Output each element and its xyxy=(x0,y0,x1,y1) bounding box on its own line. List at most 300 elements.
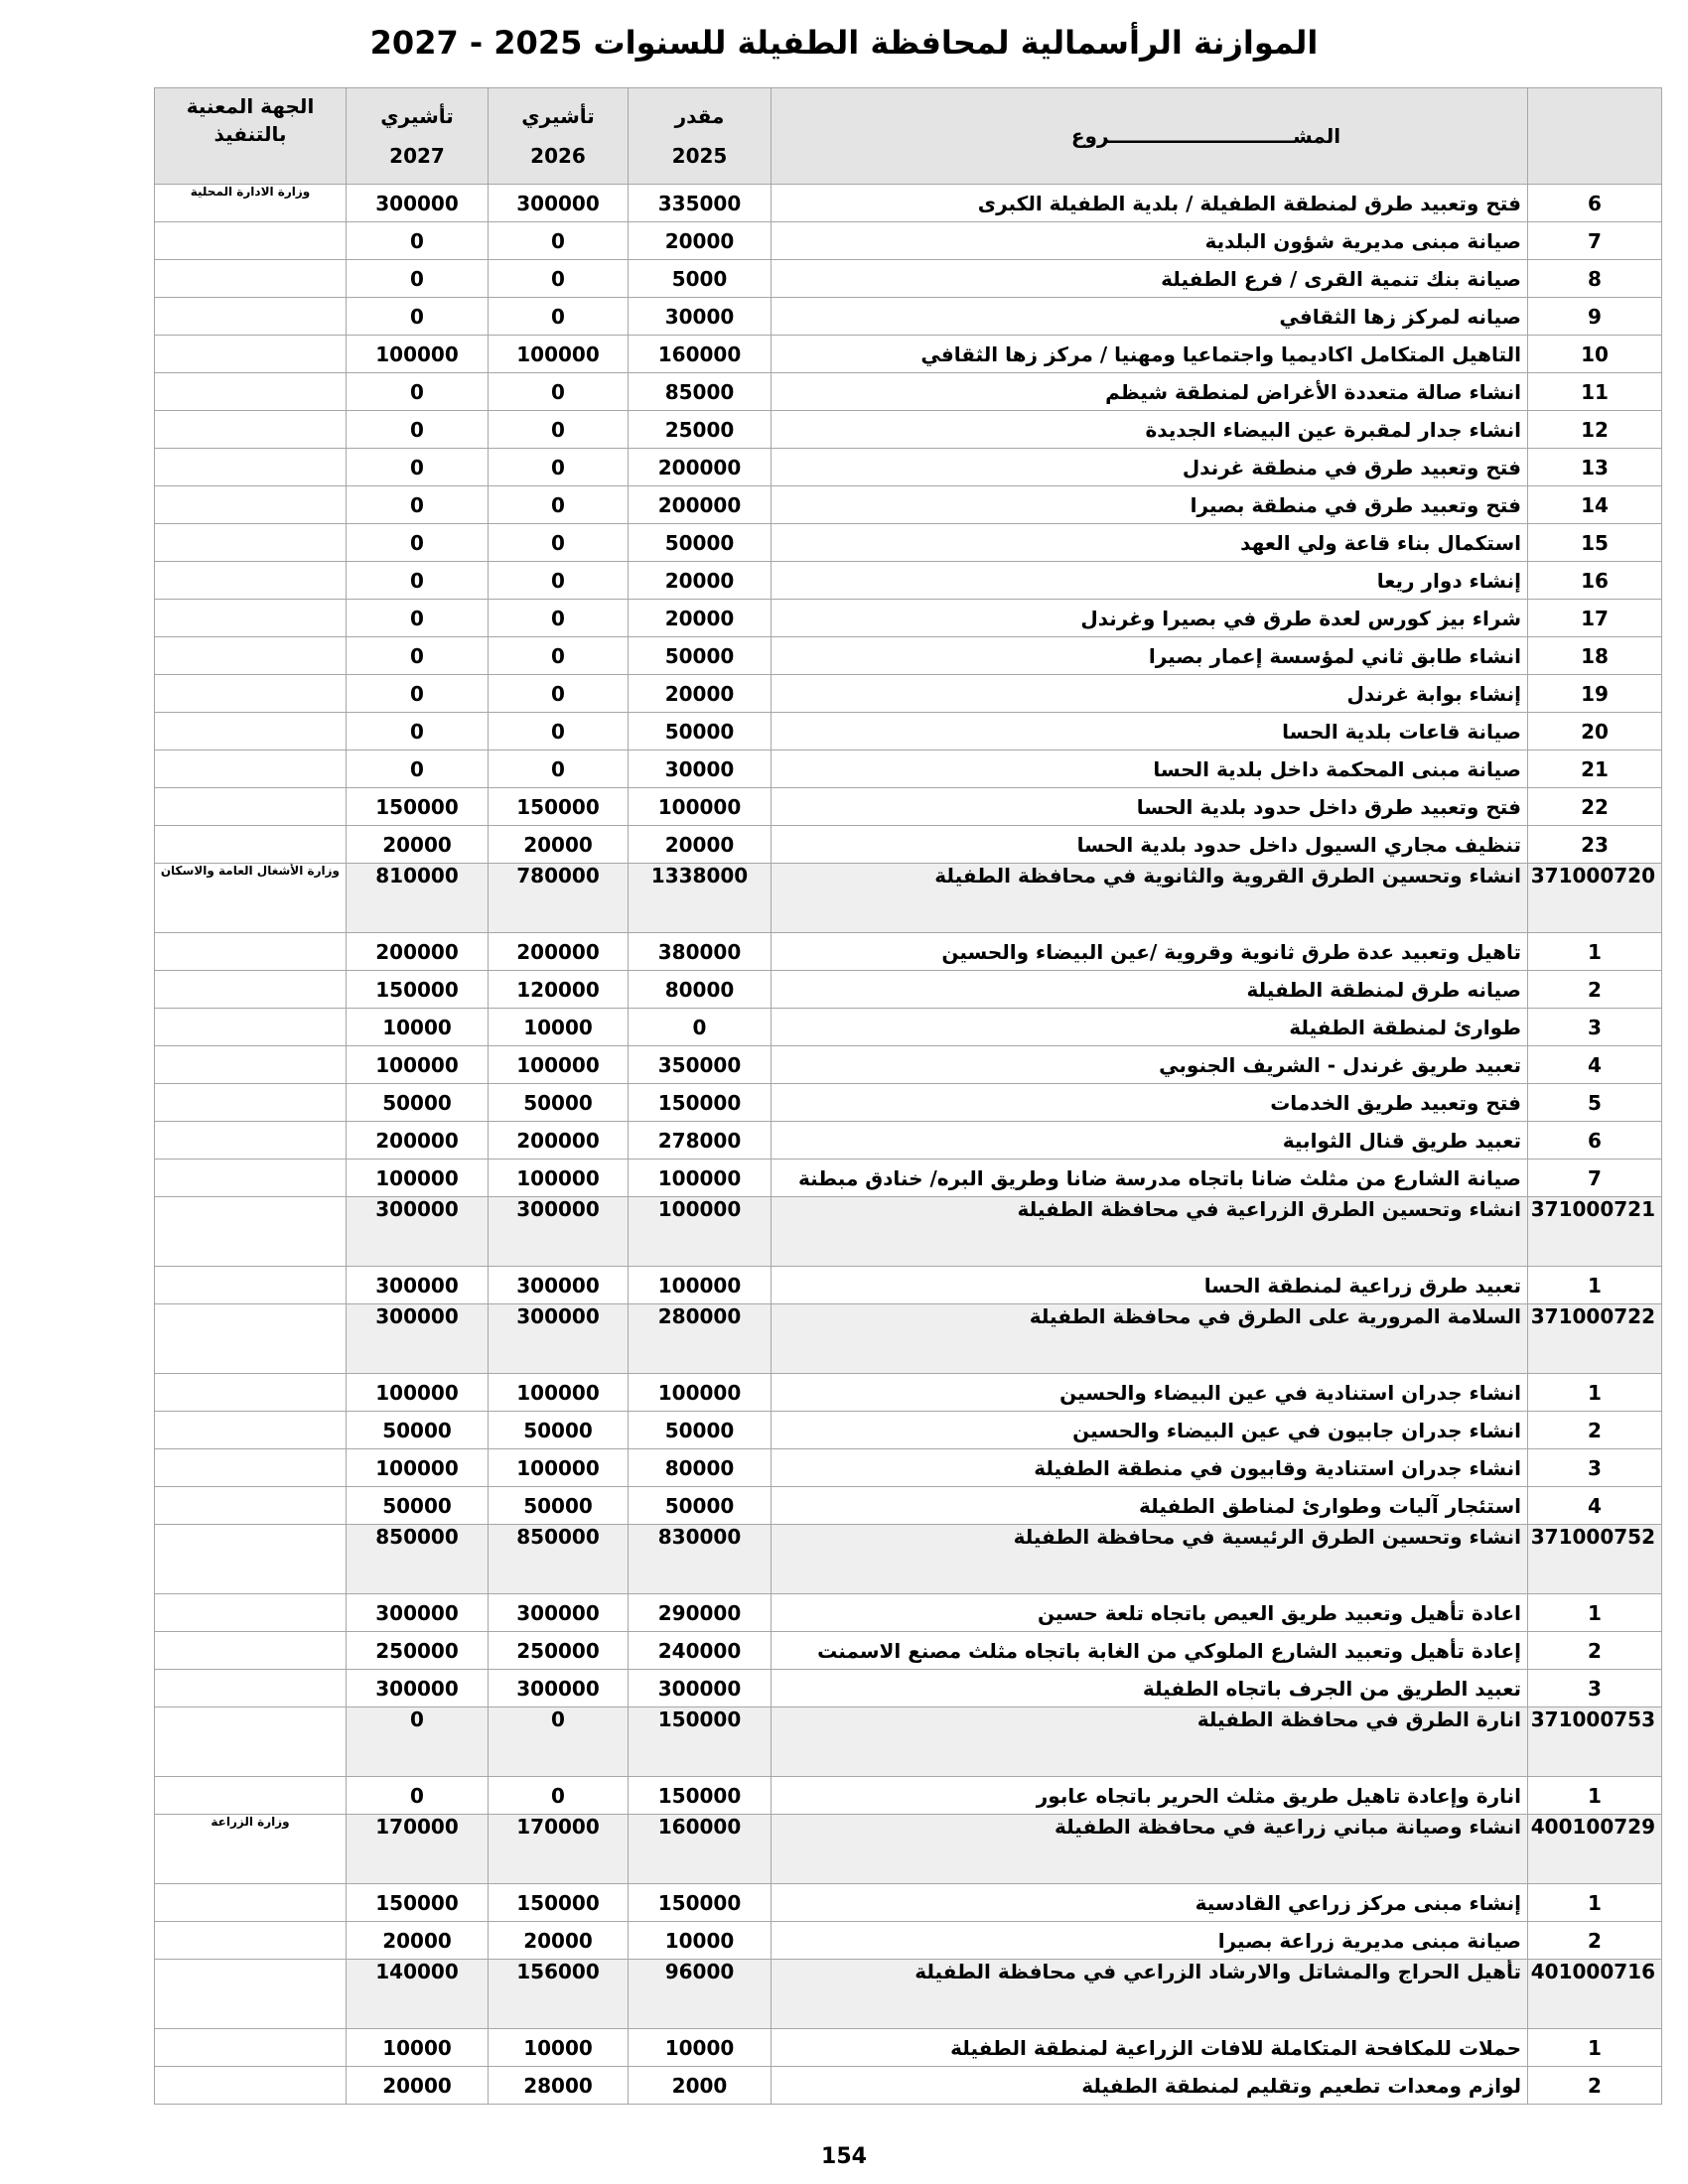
table-row xyxy=(155,1632,1662,1670)
project-name: إنشاء بوابة غرندل xyxy=(772,675,1528,713)
project-name: اعادة تأهيل وتعبيد طريق العيص باتجاه تلعة حسين xyxy=(772,1594,1528,1632)
value-2025: 96000 xyxy=(629,1960,772,2029)
value-2025: 80000 xyxy=(629,971,772,1009)
value-2027: 50000 xyxy=(347,1412,489,1449)
budget-table xyxy=(154,87,1662,2105)
project-name: صيانة مبنى المحكمة داخل بلدية الحسا xyxy=(772,751,1528,788)
row-number: 5 xyxy=(1528,1084,1662,1122)
value-2026: 0 xyxy=(489,298,629,336)
value-2025: 80000 xyxy=(629,1449,772,1487)
value-2027: 0 xyxy=(347,751,489,788)
row-number: 22 xyxy=(1528,788,1662,826)
value-2025: 100000 xyxy=(629,1267,772,1304)
value-2027: 20000 xyxy=(347,2067,489,2105)
table-row xyxy=(155,562,1662,600)
program-row xyxy=(155,1304,1662,1374)
value-2025: 85000 xyxy=(629,373,772,411)
table-row xyxy=(155,185,1662,222)
value-2025: 2000 xyxy=(629,2067,772,2105)
table-row xyxy=(155,1122,1662,1160)
value-2025: 280000 xyxy=(629,1304,772,1374)
value-2027: 150000 xyxy=(347,971,489,1009)
agency-cell xyxy=(155,971,347,1009)
value-2026: 100000 xyxy=(489,1160,629,1197)
value-2027: 0 xyxy=(347,1777,489,1815)
project-name: إعادة تأهيل وتعبيد الشارع الملوكي من الغابة باتجاه مثلث مصنع الاسمنت xyxy=(772,1632,1528,1670)
value-2026: 150000 xyxy=(489,788,629,826)
value-2027: 100000 xyxy=(347,1046,489,1084)
agency-cell xyxy=(155,411,347,449)
header-number xyxy=(1528,88,1662,185)
project-name: انشاء جدران استنادية في عين البيضاء والحسين xyxy=(772,1374,1528,1412)
agency-cell xyxy=(155,1046,347,1084)
table-row xyxy=(155,524,1662,562)
project-name: تعبيد طريق غرندل - الشريف الجنوبي xyxy=(772,1046,1528,1084)
agency-cell xyxy=(155,1884,347,1922)
project-name: تاهيل وتعبيد عدة طرق ثانوية وقروية /عين البيضاء والحسين xyxy=(772,933,1528,971)
value-2026: 0 xyxy=(489,675,629,713)
project-name: انارة الطرق في محافظة الطفيلة xyxy=(772,1707,1528,1777)
value-2025: 20000 xyxy=(629,826,772,864)
project-name: حملات للمكافحة المتكاملة للافات الزراعية لمنطقة الطفيلة xyxy=(772,2029,1528,2067)
value-2026: 300000 xyxy=(489,1304,629,1374)
value-2026: 170000 xyxy=(489,1815,629,1884)
value-2025: 278000 xyxy=(629,1122,772,1160)
value-2025: 5000 xyxy=(629,260,772,298)
row-number: 6 xyxy=(1528,185,1662,222)
table-row xyxy=(155,2029,1662,2067)
value-2026: 28000 xyxy=(489,2067,629,2105)
table-row xyxy=(155,298,1662,336)
value-2026: 50000 xyxy=(489,1412,629,1449)
project-name: شراء بيز كورس لعدة طرق في بصيرا وغرندل xyxy=(772,600,1528,637)
agency-cell xyxy=(155,260,347,298)
value-2027: 850000 xyxy=(347,1525,489,1594)
table-row xyxy=(155,1594,1662,1632)
header-agency-line2: بالتنفيذ xyxy=(213,122,287,146)
table-row xyxy=(155,1670,1662,1707)
value-2025: 100000 xyxy=(629,1160,772,1197)
value-2025: 10000 xyxy=(629,1922,772,1960)
agency-cell xyxy=(155,713,347,751)
value-2027: 0 xyxy=(347,486,489,524)
project-name: فتح وتعبيد طرق في منطقة غرندل xyxy=(772,449,1528,486)
table-row xyxy=(155,1374,1662,1412)
row-number: 20 xyxy=(1528,713,1662,751)
row-number: 3 xyxy=(1528,1670,1662,1707)
value-2025: 20000 xyxy=(629,562,772,600)
project-name: انشاء صالة متعددة الأغراض لمنطقة شيظم xyxy=(772,373,1528,411)
value-2026: 0 xyxy=(489,751,629,788)
agency-cell xyxy=(155,1487,347,1525)
value-2027: 0 xyxy=(347,1707,489,1777)
value-2026: 100000 xyxy=(489,1374,629,1412)
row-number: 7 xyxy=(1528,222,1662,260)
value-2027: 300000 xyxy=(347,1670,489,1707)
value-2026: 200000 xyxy=(489,1122,629,1160)
value-2026: 0 xyxy=(489,562,629,600)
project-name: صيانة مبنى مديرية شؤون البلدية xyxy=(772,222,1528,260)
table-row xyxy=(155,751,1662,788)
value-2027: 150000 xyxy=(347,788,489,826)
value-2026: 0 xyxy=(489,600,629,637)
table-row xyxy=(155,2067,1662,2105)
project-name: التاهيل المتكامل اكاديميا واجتماعيا ومهنيا / مركز زها الثقافي xyxy=(772,336,1528,373)
table-row xyxy=(155,713,1662,751)
value-2027: 300000 xyxy=(347,1267,489,1304)
table-row xyxy=(155,600,1662,637)
row-number: 2 xyxy=(1528,2067,1662,2105)
value-2026: 250000 xyxy=(489,1632,629,1670)
table-row xyxy=(155,1449,1662,1487)
value-2025: 150000 xyxy=(629,1707,772,1777)
header-agency xyxy=(155,88,347,185)
row-number: 371000721 xyxy=(1528,1197,1662,1267)
row-number: 2 xyxy=(1528,1632,1662,1670)
value-2027: 100000 xyxy=(347,1374,489,1412)
program-row xyxy=(155,1707,1662,1777)
row-number: 1 xyxy=(1528,1374,1662,1412)
table-row xyxy=(155,637,1662,675)
row-number: 401000716 xyxy=(1528,1960,1662,2029)
table-row xyxy=(155,1777,1662,1815)
value-2027: 0 xyxy=(347,524,489,562)
agency-cell xyxy=(155,600,347,637)
value-2025: 20000 xyxy=(629,222,772,260)
project-name: صيانة بنك تنمية القرى / فرع الطفيلة xyxy=(772,260,1528,298)
value-2026: 300000 xyxy=(489,185,629,222)
row-number: 2 xyxy=(1528,1922,1662,1960)
value-2027: 150000 xyxy=(347,1884,489,1922)
value-2027: 810000 xyxy=(347,864,489,933)
table-row xyxy=(155,449,1662,486)
value-2025: 100000 xyxy=(629,1197,772,1267)
agency-cell xyxy=(155,1525,347,1594)
value-2026: 300000 xyxy=(489,1594,629,1632)
header-agency-line1: الجهة المعنية xyxy=(186,94,315,118)
value-2026: 780000 xyxy=(489,864,629,933)
value-2026: 300000 xyxy=(489,1670,629,1707)
header-2026-label: تأشيري xyxy=(521,104,595,128)
agency-cell xyxy=(155,1670,347,1707)
header-2025 xyxy=(629,88,772,185)
value-2025: 30000 xyxy=(629,298,772,336)
row-number: 6 xyxy=(1528,1122,1662,1160)
row-number: 7 xyxy=(1528,1160,1662,1197)
value-2025: 10000 xyxy=(629,2029,772,2067)
agency-cell xyxy=(155,1084,347,1122)
value-2025: 150000 xyxy=(629,1884,772,1922)
value-2027: 250000 xyxy=(347,1632,489,1670)
value-2026: 200000 xyxy=(489,933,629,971)
agency-cell xyxy=(155,1922,347,1960)
row-number: 9 xyxy=(1528,298,1662,336)
value-2027: 0 xyxy=(347,298,489,336)
row-number: 16 xyxy=(1528,562,1662,600)
value-2026: 20000 xyxy=(489,826,629,864)
value-2025: 160000 xyxy=(629,1815,772,1884)
value-2027: 300000 xyxy=(347,1197,489,1267)
agency-cell: وزارة الادارة المحلية xyxy=(155,185,347,222)
row-number: 2 xyxy=(1528,1412,1662,1449)
table-row xyxy=(155,1160,1662,1197)
value-2026: 150000 xyxy=(489,1884,629,1922)
value-2027: 0 xyxy=(347,637,489,675)
value-2025: 1338000 xyxy=(629,864,772,933)
project-name: فتح وتعبيد طرق لمنطقة الطفيلة / بلدية الطفيلة الكبرى xyxy=(772,185,1528,222)
row-number: 1 xyxy=(1528,1884,1662,1922)
program-row xyxy=(155,1960,1662,2029)
project-name: انشاء جدران استنادية وقابيون في منطقة الطفيلة xyxy=(772,1449,1528,1487)
project-name: السلامة المرورية على الطرق في محافظة الطفيلة xyxy=(772,1304,1528,1374)
project-name: صيانة قاعات بلدية الحسا xyxy=(772,713,1528,751)
row-number: 12 xyxy=(1528,411,1662,449)
row-number: 1 xyxy=(1528,1594,1662,1632)
agency-cell: وزارة الأشغال العامة والاسكان xyxy=(155,864,347,933)
row-number: 371000722 xyxy=(1528,1304,1662,1374)
agency-cell xyxy=(155,1707,347,1777)
value-2026: 0 xyxy=(489,637,629,675)
value-2026: 300000 xyxy=(489,1197,629,1267)
value-2027: 0 xyxy=(347,222,489,260)
page-number: 154 xyxy=(821,2144,867,2169)
table-row xyxy=(155,1922,1662,1960)
project-name: انشاء طابق ثاني لمؤسسة إعمار بصيرا xyxy=(772,637,1528,675)
table-row xyxy=(155,1487,1662,1525)
agency-cell xyxy=(155,1197,347,1267)
agency-cell xyxy=(155,524,347,562)
agency-cell xyxy=(155,826,347,864)
row-number: 371000753 xyxy=(1528,1707,1662,1777)
value-2027: 20000 xyxy=(347,1922,489,1960)
agency-cell xyxy=(155,373,347,411)
value-2027: 0 xyxy=(347,373,489,411)
agency-cell xyxy=(155,1122,347,1160)
value-2026: 0 xyxy=(489,449,629,486)
project-name: استئجار آليات وطوارئ لمناطق الطفيلة xyxy=(772,1487,1528,1525)
project-name: صيانة الشارع من مثلث ضانا باتجاه مدرسة ضانا وطريق البره/ خنادق مبطنة xyxy=(772,1160,1528,1197)
value-2026: 20000 xyxy=(489,1922,629,1960)
agency-cell xyxy=(155,336,347,373)
value-2026: 100000 xyxy=(489,1046,629,1084)
project-name: انشاء وتحسين الطرق الزراعية في محافظة الطفيلة xyxy=(772,1197,1528,1267)
agency-cell xyxy=(155,637,347,675)
value-2025: 50000 xyxy=(629,637,772,675)
value-2027: 140000 xyxy=(347,1960,489,2029)
table-row xyxy=(155,933,1662,971)
row-number: 19 xyxy=(1528,675,1662,713)
value-2025: 25000 xyxy=(629,411,772,449)
value-2025: 830000 xyxy=(629,1525,772,1594)
agency-cell xyxy=(155,2029,347,2067)
table-row xyxy=(155,222,1662,260)
row-number: 17 xyxy=(1528,600,1662,637)
value-2025: 350000 xyxy=(629,1046,772,1084)
row-number: 18 xyxy=(1528,637,1662,675)
project-name: لوازم ومعدات تطعيم وتقليم لمنطقة الطفيلة xyxy=(772,2067,1528,2105)
value-2026: 0 xyxy=(489,411,629,449)
value-2026: 0 xyxy=(489,1707,629,1777)
value-2027: 10000 xyxy=(347,1009,489,1046)
table-row xyxy=(155,1009,1662,1046)
project-name: انشاء وتحسين الطرق الرئيسية في محافظة الطفيلة xyxy=(772,1525,1528,1594)
project-name: تعبيد طريق قنال الثوابية xyxy=(772,1122,1528,1160)
value-2025: 20000 xyxy=(629,600,772,637)
row-number: 1 xyxy=(1528,2029,1662,2067)
row-number: 371000720 xyxy=(1528,864,1662,933)
table-row xyxy=(155,1084,1662,1122)
project-name: صيانه لمركز زها الثقافي xyxy=(772,298,1528,336)
table-row xyxy=(155,1046,1662,1084)
table-row xyxy=(155,1267,1662,1304)
value-2025: 150000 xyxy=(629,1084,772,1122)
table-row xyxy=(155,971,1662,1009)
value-2027: 100000 xyxy=(347,1449,489,1487)
header-2027-label: تأشيري xyxy=(380,104,454,128)
row-number: 1 xyxy=(1528,1267,1662,1304)
value-2026: 10000 xyxy=(489,1009,629,1046)
value-2025: 50000 xyxy=(629,1412,772,1449)
program-row xyxy=(155,864,1662,933)
value-2027: 300000 xyxy=(347,1594,489,1632)
agency-cell xyxy=(155,298,347,336)
value-2025: 335000 xyxy=(629,185,772,222)
row-number: 8 xyxy=(1528,260,1662,298)
value-2026: 120000 xyxy=(489,971,629,1009)
project-name: فتح وتعبيد طرق داخل حدود بلدية الحسا xyxy=(772,788,1528,826)
value-2026: 0 xyxy=(489,373,629,411)
value-2026: 300000 xyxy=(489,1267,629,1304)
project-name: انشاء وتحسين الطرق القروية والثانوية في محافظة الطفيلة xyxy=(772,864,1528,933)
value-2025: 200000 xyxy=(629,486,772,524)
project-name: انشاء جدار لمقبرة عين البيضاء الجديدة xyxy=(772,411,1528,449)
agency-cell xyxy=(155,1777,347,1815)
row-number: 13 xyxy=(1528,449,1662,486)
value-2026: 0 xyxy=(489,486,629,524)
header-2025-label: مقدر xyxy=(674,104,725,128)
row-number: 21 xyxy=(1528,751,1662,788)
value-2025: 30000 xyxy=(629,751,772,788)
project-name: انشاء جدران جابيون في عين البيضاء والحسين xyxy=(772,1412,1528,1449)
value-2027: 0 xyxy=(347,600,489,637)
header-2026 xyxy=(489,88,629,185)
row-number: 14 xyxy=(1528,486,1662,524)
value-2026: 0 xyxy=(489,222,629,260)
value-2026: 100000 xyxy=(489,336,629,373)
agency-cell xyxy=(155,1009,347,1046)
table-header-row xyxy=(155,88,1662,185)
value-2027: 100000 xyxy=(347,1160,489,1197)
agency-cell xyxy=(155,1160,347,1197)
value-2027: 20000 xyxy=(347,826,489,864)
value-2025: 300000 xyxy=(629,1670,772,1707)
value-2027: 10000 xyxy=(347,2029,489,2067)
header-2025-year: 2025 xyxy=(671,144,728,168)
value-2027: 0 xyxy=(347,449,489,486)
value-2026: 100000 xyxy=(489,1449,629,1487)
project-name: استكمال بناء قاعة ولي العهد xyxy=(772,524,1528,562)
agency-cell xyxy=(155,1304,347,1374)
project-name: تعبيد طرق زراعية لمنطقة الحسا xyxy=(772,1267,1528,1304)
project-name: إنشاء دوار ريعا xyxy=(772,562,1528,600)
value-2025: 20000 xyxy=(629,675,772,713)
agency-cell xyxy=(155,1594,347,1632)
table-row xyxy=(155,486,1662,524)
value-2027: 300000 xyxy=(347,185,489,222)
agency-cell: وزارة الزراعة xyxy=(155,1815,347,1884)
project-name: فتح وتعبيد طرق في منطقة بصيرا xyxy=(772,486,1528,524)
agency-cell xyxy=(155,562,347,600)
value-2025: 0 xyxy=(629,1009,772,1046)
value-2027: 0 xyxy=(347,411,489,449)
page-title: الموازنة الرأسمالية لمحافظة الطفيلة للسنوات 2025 - 2027 xyxy=(369,24,1319,62)
row-number: 10 xyxy=(1528,336,1662,373)
row-number: 1 xyxy=(1528,933,1662,971)
row-number: 11 xyxy=(1528,373,1662,411)
value-2026: 0 xyxy=(489,524,629,562)
value-2025: 50000 xyxy=(629,524,772,562)
project-name: صيانه طرق لمنطقة الطفيلة xyxy=(772,971,1528,1009)
header-project: المشـــــــــــــــــــــــــــروع xyxy=(772,88,1528,185)
table-row xyxy=(155,260,1662,298)
value-2026: 10000 xyxy=(489,2029,629,2067)
agency-cell xyxy=(155,1960,347,2029)
value-2026: 850000 xyxy=(489,1525,629,1594)
value-2025: 50000 xyxy=(629,1487,772,1525)
value-2026: 156000 xyxy=(489,1960,629,2029)
row-number: 1 xyxy=(1528,1777,1662,1815)
table-row xyxy=(155,788,1662,826)
project-name: تنظيف مجاري السيول داخل حدود بلدية الحسا xyxy=(772,826,1528,864)
project-name: فتح وتعبيد طريق الخدمات xyxy=(772,1084,1528,1122)
agency-cell xyxy=(155,1412,347,1449)
row-number: 3 xyxy=(1528,1009,1662,1046)
value-2027: 0 xyxy=(347,562,489,600)
project-name: انارة وإعادة تاهيل طريق مثلث الحرير باتجاه عابور xyxy=(772,1777,1528,1815)
value-2026: 50000 xyxy=(489,1487,629,1525)
row-number: 15 xyxy=(1528,524,1662,562)
row-number: 4 xyxy=(1528,1046,1662,1084)
project-name: طوارئ لمنطقة الطفيلة xyxy=(772,1009,1528,1046)
table-row xyxy=(155,336,1662,373)
agency-cell xyxy=(155,222,347,260)
agency-cell xyxy=(155,788,347,826)
project-name: انشاء وصيانة مباني زراعية في محافظة الطفيلة xyxy=(772,1815,1528,1884)
table-body xyxy=(155,185,1662,2105)
table-row xyxy=(155,411,1662,449)
value-2025: 240000 xyxy=(629,1632,772,1670)
agency-cell xyxy=(155,751,347,788)
value-2026: 50000 xyxy=(489,1084,629,1122)
table-row xyxy=(155,675,1662,713)
table-row xyxy=(155,1412,1662,1449)
project-name: إنشاء مبنى مركز زراعي القادسية xyxy=(772,1884,1528,1922)
agency-cell xyxy=(155,1267,347,1304)
value-2025: 160000 xyxy=(629,336,772,373)
row-number: 4 xyxy=(1528,1487,1662,1525)
program-row xyxy=(155,1197,1662,1267)
row-number: 371000752 xyxy=(1528,1525,1662,1594)
value-2025: 100000 xyxy=(629,1374,772,1412)
value-2027: 300000 xyxy=(347,1304,489,1374)
project-name: صيانة مبنى مديرية زراعة بصيرا xyxy=(772,1922,1528,1960)
value-2026: 0 xyxy=(489,1777,629,1815)
agency-cell xyxy=(155,2067,347,2105)
program-row xyxy=(155,1525,1662,1594)
value-2027: 0 xyxy=(347,675,489,713)
value-2027: 0 xyxy=(347,260,489,298)
value-2026: 0 xyxy=(489,713,629,751)
